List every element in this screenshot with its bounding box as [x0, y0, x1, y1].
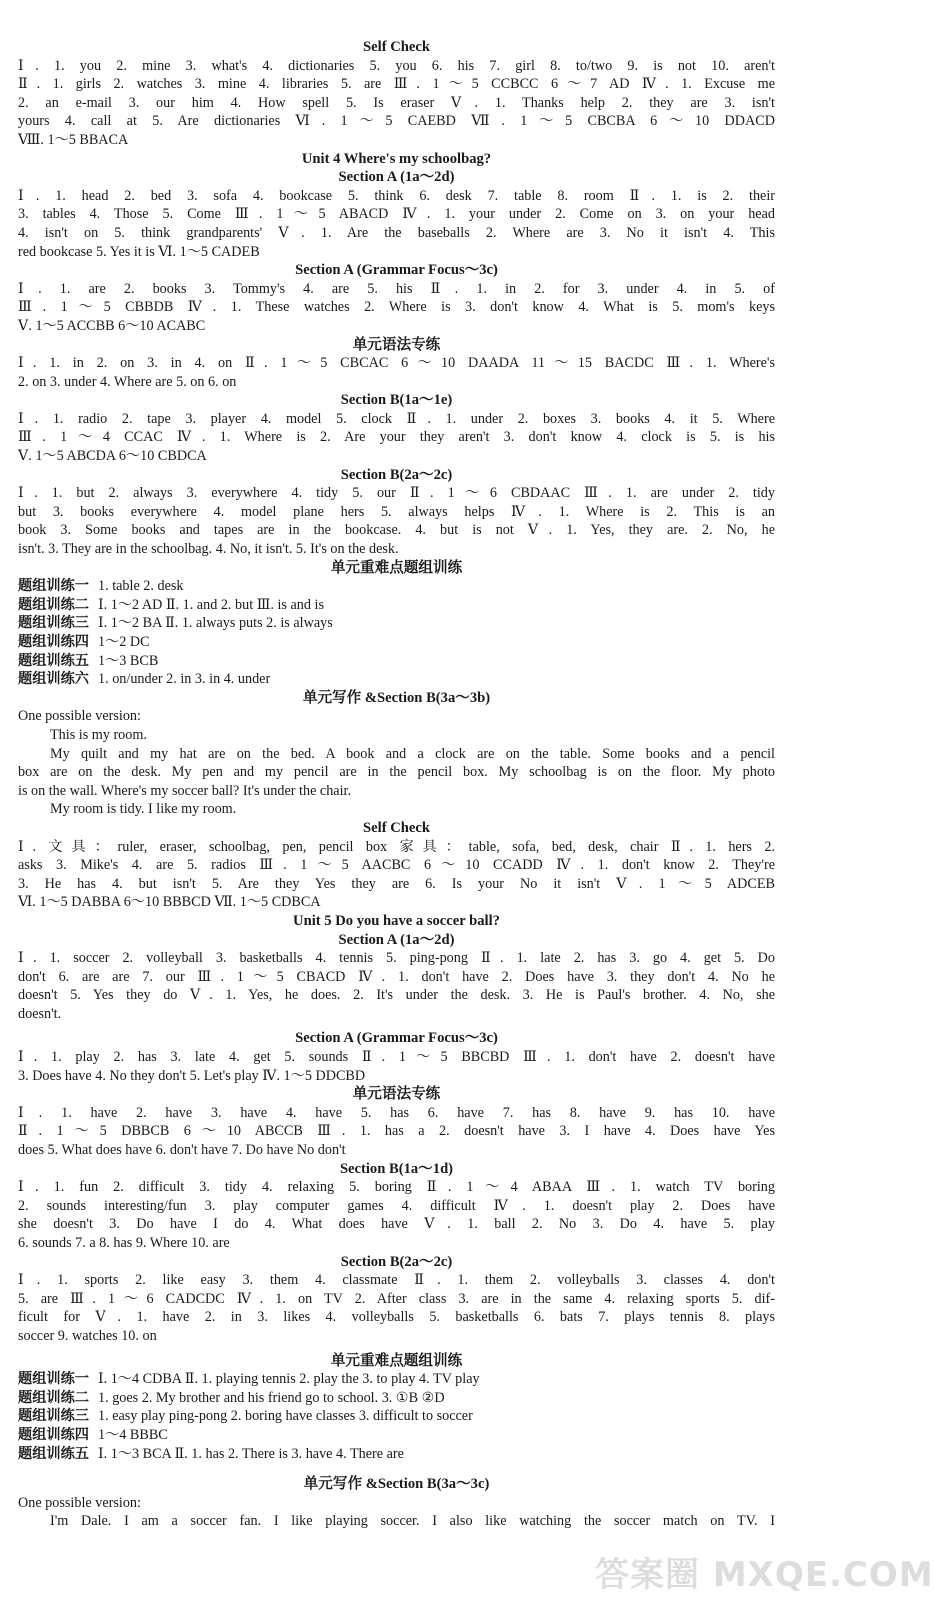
section-heading: Unit 4 Where's my schoolbag? [301, 150, 492, 167]
section-heading: Self Check [363, 819, 430, 836]
answer-line: Ⅰ. 1. sports 2. like easy 3. them 4. classmate Ⅱ. 1. them 2. volleyballs 3. classes 4. don't [18, 1272, 775, 1289]
answer-line: Ⅰ. 1. radio 2. tape 3. player 4. model 5. clock Ⅱ. 1. under 2. boxes 3. books 4. it 5. Where [18, 410, 775, 427]
answer-paragraph [18, 280, 775, 336]
section-heading: Section A (Grammar Focus～3c) [295, 1030, 498, 1047]
spacer [18, 1463, 775, 1475]
answer-line: Ⅰ. 1. have 2. have 3. have 4. have 5. has 6. have 7. has 8. have 9. has 10. have [18, 1104, 775, 1121]
section-heading: Unit 5 Do you have a soccer ball? [293, 912, 500, 929]
answer-line: but 3. books everywhere 4. model plane hers 5. always helps Ⅳ. 1. Where is 2. This is an [18, 503, 775, 520]
drill-label: 题组训练一 [18, 578, 89, 595]
drill-row [18, 1370, 775, 1389]
essay-intro: One possible version: [18, 1494, 141, 1511]
essay-intro: One possible version: [18, 708, 141, 725]
section-heading: Section A (1a～2d) [338, 931, 455, 948]
answer-line: 4. isn't on 5. think grandparents' Ⅴ. 1. Are the baseballs 2. Where are 3. No it isn't 4. This [18, 224, 775, 241]
essay-line: My quilt and my hat are on the bed. A book and a clock are on the table. Some books and a pencil [50, 745, 775, 762]
answer-line: Ⅰ. 1. in 2. on 3. in 4. on Ⅱ. 1～5 CBCAC 6～10 DAADA 11～15 BACDC Ⅲ. 1. Where's [18, 355, 775, 372]
essay-line: is on the wall. Where's my soccer ball? It's under the chair. [18, 782, 352, 799]
answer-line: 6. sounds 7. a 8. has 9. Where 10. are [18, 1235, 230, 1251]
answer-line: asks 3. Mike's 4. are 5. radios Ⅲ. 1～5 AACBC 6～10 CCADD Ⅳ. 1. don't know 2. They're [18, 857, 775, 874]
section-heading: Section B(1a～1e) [340, 392, 453, 409]
drill-label: 题组训练二 [18, 596, 89, 613]
answer-line: Ⅰ. 1. are 2. books 3. Tommy's 4. are 5. his Ⅱ. 1. in 2. for 3. under 4. in 5. of [18, 280, 775, 297]
sample-essay [18, 707, 775, 819]
watermark-logo: 答案圈 MXQE.COM [595, 1555, 934, 1595]
essay-line: I'm Dale. I am a soccer fan. I like playing soccer. I also like watching the soccer match on TV. I [50, 1513, 775, 1530]
answer-line: book 3. Some books and tapes are in the bookcase. 4. but is not Ⅴ. 1. Yes, they are. 2. No, he [18, 522, 775, 539]
section-heading: 单元重难点题组训练 [330, 559, 463, 576]
answer-line: yours 4. call at 5. Are dictionaries Ⅵ. 1～5 CAEBD Ⅶ. 1～5 CBCBA 6～10 DDACD [18, 113, 775, 130]
answer-line: 3. He has 4. but isn't 5. Are they Yes they are 6. Is your No it isn't Ⅴ. 1～5 ADCEB [18, 875, 775, 892]
drill-label: 题组训练三 [18, 1408, 89, 1425]
sample-essay [18, 1494, 775, 1531]
answer-paragraph [18, 484, 775, 558]
answer-line: Ⅰ. 文具：ruler, eraser, schoolbag, pen, pencil box 家具：table, sofa, bed, desk, chair Ⅱ. 1. hers 2. [18, 838, 775, 855]
drill-label: 题组训练四 [18, 634, 89, 650]
drill-row [18, 596, 775, 615]
answer-line: 2. on 3. under 4. Where are 5. on 6. on [18, 373, 237, 390]
answer-paragraph [18, 410, 775, 466]
answer-line: 2. an e-mail 3. our him 4. How spell 5. Is eraser Ⅴ. 1. Thanks help 2. they are 3. isn't [18, 94, 775, 111]
answer-line: Ⅰ. 1. play 2. has 3. late 4. get 5. sounds Ⅱ. 1～5 BBCBD Ⅲ. 1. don't have 2. doesn't have [18, 1049, 775, 1066]
answer-line: Ⅰ. 1. you 2. mine 3. what's 4. dictionaries 5. you 6. his 7. girl 8. to/two 9. is not 10. aren't [18, 57, 775, 74]
answer-paragraph [18, 838, 775, 912]
answer-line: Ⅰ. 1. but 2. always 3. everywhere 4. tidy 5. our Ⅱ. 1～6 CBDAAC Ⅲ. 1. are under 2. tidy [18, 485, 775, 502]
answer-line: don't 6. are are 7. our Ⅲ. 1～5 CBACD Ⅳ. 1. don't have 2. Does have 3. they don't 4. No he [18, 968, 775, 985]
essay-line: This is my room. [50, 726, 147, 743]
answer-line: soccer 9. watches 10. on [18, 1327, 157, 1344]
answer-line: Ⅲ. 1～4 CCAC Ⅳ. 1. Where is 2. Are your they aren't 3. don't know 4. clock is 5. is his [18, 429, 775, 446]
answer-line: Ⅴ. 1～5 ABCDA 6～10 CBDCA [18, 448, 207, 465]
drill-label: 题组训练二 [18, 1389, 89, 1406]
drill-row [18, 1445, 775, 1464]
drill-label: 题组训练一 [18, 1371, 89, 1388]
answer-line: isn't. 3. They are in the schoolbag. 4. No, it isn't. 5. It's on the desk. [18, 541, 399, 558]
drill-answers: Ⅰ. 1～2 BA Ⅱ. 1. always puts 2. is always [98, 615, 333, 632]
drill-group [18, 1370, 775, 1463]
answer-paragraph [18, 354, 775, 391]
answer-line: 2. sounds interesting/fun 3. play computer games 4. difficult Ⅳ. 1. doesn't play 2. Does have [18, 1197, 775, 1214]
drill-label: 题组训练三 [18, 615, 89, 632]
section-heading: Section A (Grammar Focus～3c) [295, 262, 498, 279]
answer-line: does 5. What does have 6. don't have 7. Do have No don't [18, 1142, 346, 1159]
section-heading: 单元重难点题组训练 [330, 1352, 463, 1369]
answer-paragraph [18, 187, 775, 261]
answer-line: Ⅱ. 1～5 DBBCB 6～10 ABCCB Ⅲ. 1. has a 2. doesn't have 3. I have 4. Does have Yes [18, 1123, 775, 1140]
drill-label: 题组训练五 [18, 1445, 89, 1462]
answer-paragraph [18, 949, 775, 1023]
drill-row [18, 577, 775, 596]
answer-line: Ⅵ. 1～5 DABBA 6～10 BBBCD Ⅶ. 1～5 CDBCA [18, 894, 321, 911]
drill-row [18, 614, 775, 633]
answer-line: 5. are Ⅲ. 1～6 CADCDC Ⅳ. 1. on TV 2. After class 3. are in the same 4. relaxing sports 5. dif- [18, 1290, 775, 1307]
answer-paragraph [18, 1178, 775, 1252]
answer-line: doesn't 5. Yes they do Ⅴ. 1. Yes, he does. 2. It's under the desk. 3. He is Paul's brother. 4. No, she [18, 987, 775, 1004]
answer-line: doesn't. [18, 1005, 62, 1022]
answer-paragraph [18, 1048, 775, 1085]
drill-answers: 1. goes 2. My brother and his friend go to school. 3. ①B ②D [98, 1389, 445, 1406]
drill-answers: Ⅰ. 1～4 CDBA Ⅱ. 1. playing tennis 2. play the 3. to play 4. TV play [98, 1371, 480, 1388]
answer-paragraph [18, 57, 775, 150]
section-heading: Section B(2a～2c) [340, 1253, 453, 1270]
drill-row [18, 1389, 775, 1408]
drill-answers: 1～4 BBBC [98, 1426, 168, 1443]
drill-label: 题组训练五 [18, 652, 89, 669]
section-heading: 单元语法专练 [352, 336, 441, 353]
drill-row [18, 670, 775, 689]
answer-paragraph [18, 1271, 775, 1345]
drill-answers: Ⅰ. 1～2 AD Ⅱ. 1. and 2. but Ⅲ. is and is [98, 596, 324, 613]
essay-line: My room is tidy. I like my room. [50, 801, 237, 818]
drill-answers: 1～3 BCB [98, 652, 159, 669]
section-heading: Section B(1a～1d) [339, 1160, 454, 1177]
section-heading: 单元写作 &Section B(3a～3c) [303, 1476, 490, 1493]
drill-row [18, 633, 775, 652]
answer-line: she doesn't 3. Do have I do 4. What does have Ⅴ. 1. ball 2. No 3. Do 4. have 5. play [18, 1216, 775, 1233]
answer-line: Ⅰ. 1. fun 2. difficult 3. tidy 4. relaxing 5. boring Ⅱ. 1～4 ABAA Ⅲ. 1. watch TV boring [18, 1179, 775, 1196]
answer-line: Ⅲ. 1～5 CBBDB Ⅳ. 1. These watches 2. Where is 3. don't know 4. What is 5. mom's keys [18, 299, 775, 316]
answer-line: Ⅱ. 1. girls 2. watches 3. mine 4. libraries 5. are Ⅲ. 1～5 CCBCC 6～7 AD Ⅳ. 1. Excuse me [18, 76, 775, 93]
drill-answers: 1. on/under 2. in 3. in 4. under [98, 671, 271, 688]
section-heading: Section B(2a～2c) [340, 466, 453, 483]
essay-line: box are on the desk. My pen and my pencil are in the pencil box. My schoolbag is on the floor. My photo [18, 764, 775, 781]
drill-label: 题组训练六 [18, 671, 89, 688]
drill-group [18, 577, 775, 689]
answer-line: Ⅷ. 1～5 BBACA [18, 131, 129, 148]
answer-line: red bookcase 5. Yes it is Ⅵ. 1～5 CADEB [18, 243, 260, 260]
section-heading: Section A (1a～2d) [338, 169, 455, 186]
answer-line: 3. Does have 4. No they don't 5. Let's play Ⅳ. 1～5 DDCBD [18, 1067, 366, 1084]
drill-answers: 1. table 2. desk [98, 578, 184, 595]
drill-row [18, 1407, 775, 1426]
section-heading: 单元写作 &Section B(3a～3b) [302, 689, 491, 706]
answer-line: ficult for Ⅴ. 1. have 2. in 3. likes 4. volleyballs 5. basketballs 6. bats 7. plays tennis 8. plays [18, 1309, 775, 1326]
section-heading: Self Check [363, 39, 430, 55]
drill-answers: Ⅰ. 1～3 BCA Ⅱ. 1. has 2. There is 3. have 4. There are [98, 1445, 404, 1462]
answer-line: 3. tables 4. Those 5. Come Ⅲ. 1～5 ABACD Ⅳ. 1. your under 2. Come on 3. on your head [18, 206, 775, 223]
answer-line: Ⅰ. 1. soccer 2. volleyball 3. basketballs 4. tennis 5. ping-pong Ⅱ. 1. late 2. has 3. go 4. get 5. Do [18, 950, 775, 967]
drill-label: 题组训练四 [18, 1426, 89, 1443]
answer-line: Ⅰ. 1. head 2. bed 3. sofa 4. bookcase 5. think 6. desk 7. table 8. room Ⅱ. 1. is 2. their [18, 187, 775, 204]
section-heading: 单元语法专练 [352, 1086, 441, 1103]
answer-paragraph [18, 1104, 775, 1160]
drill-row [18, 652, 775, 671]
drill-row [18, 1426, 775, 1445]
drill-answers: 1. easy play ping-pong 2. boring have classes 3. difficult to soccer [98, 1408, 473, 1425]
drill-answers: 1～2 DC [98, 634, 150, 650]
answer-line: Ⅴ. 1～5 ACCBB 6～10 ACABC [18, 317, 206, 334]
answer-key-document [18, 38, 775, 1531]
